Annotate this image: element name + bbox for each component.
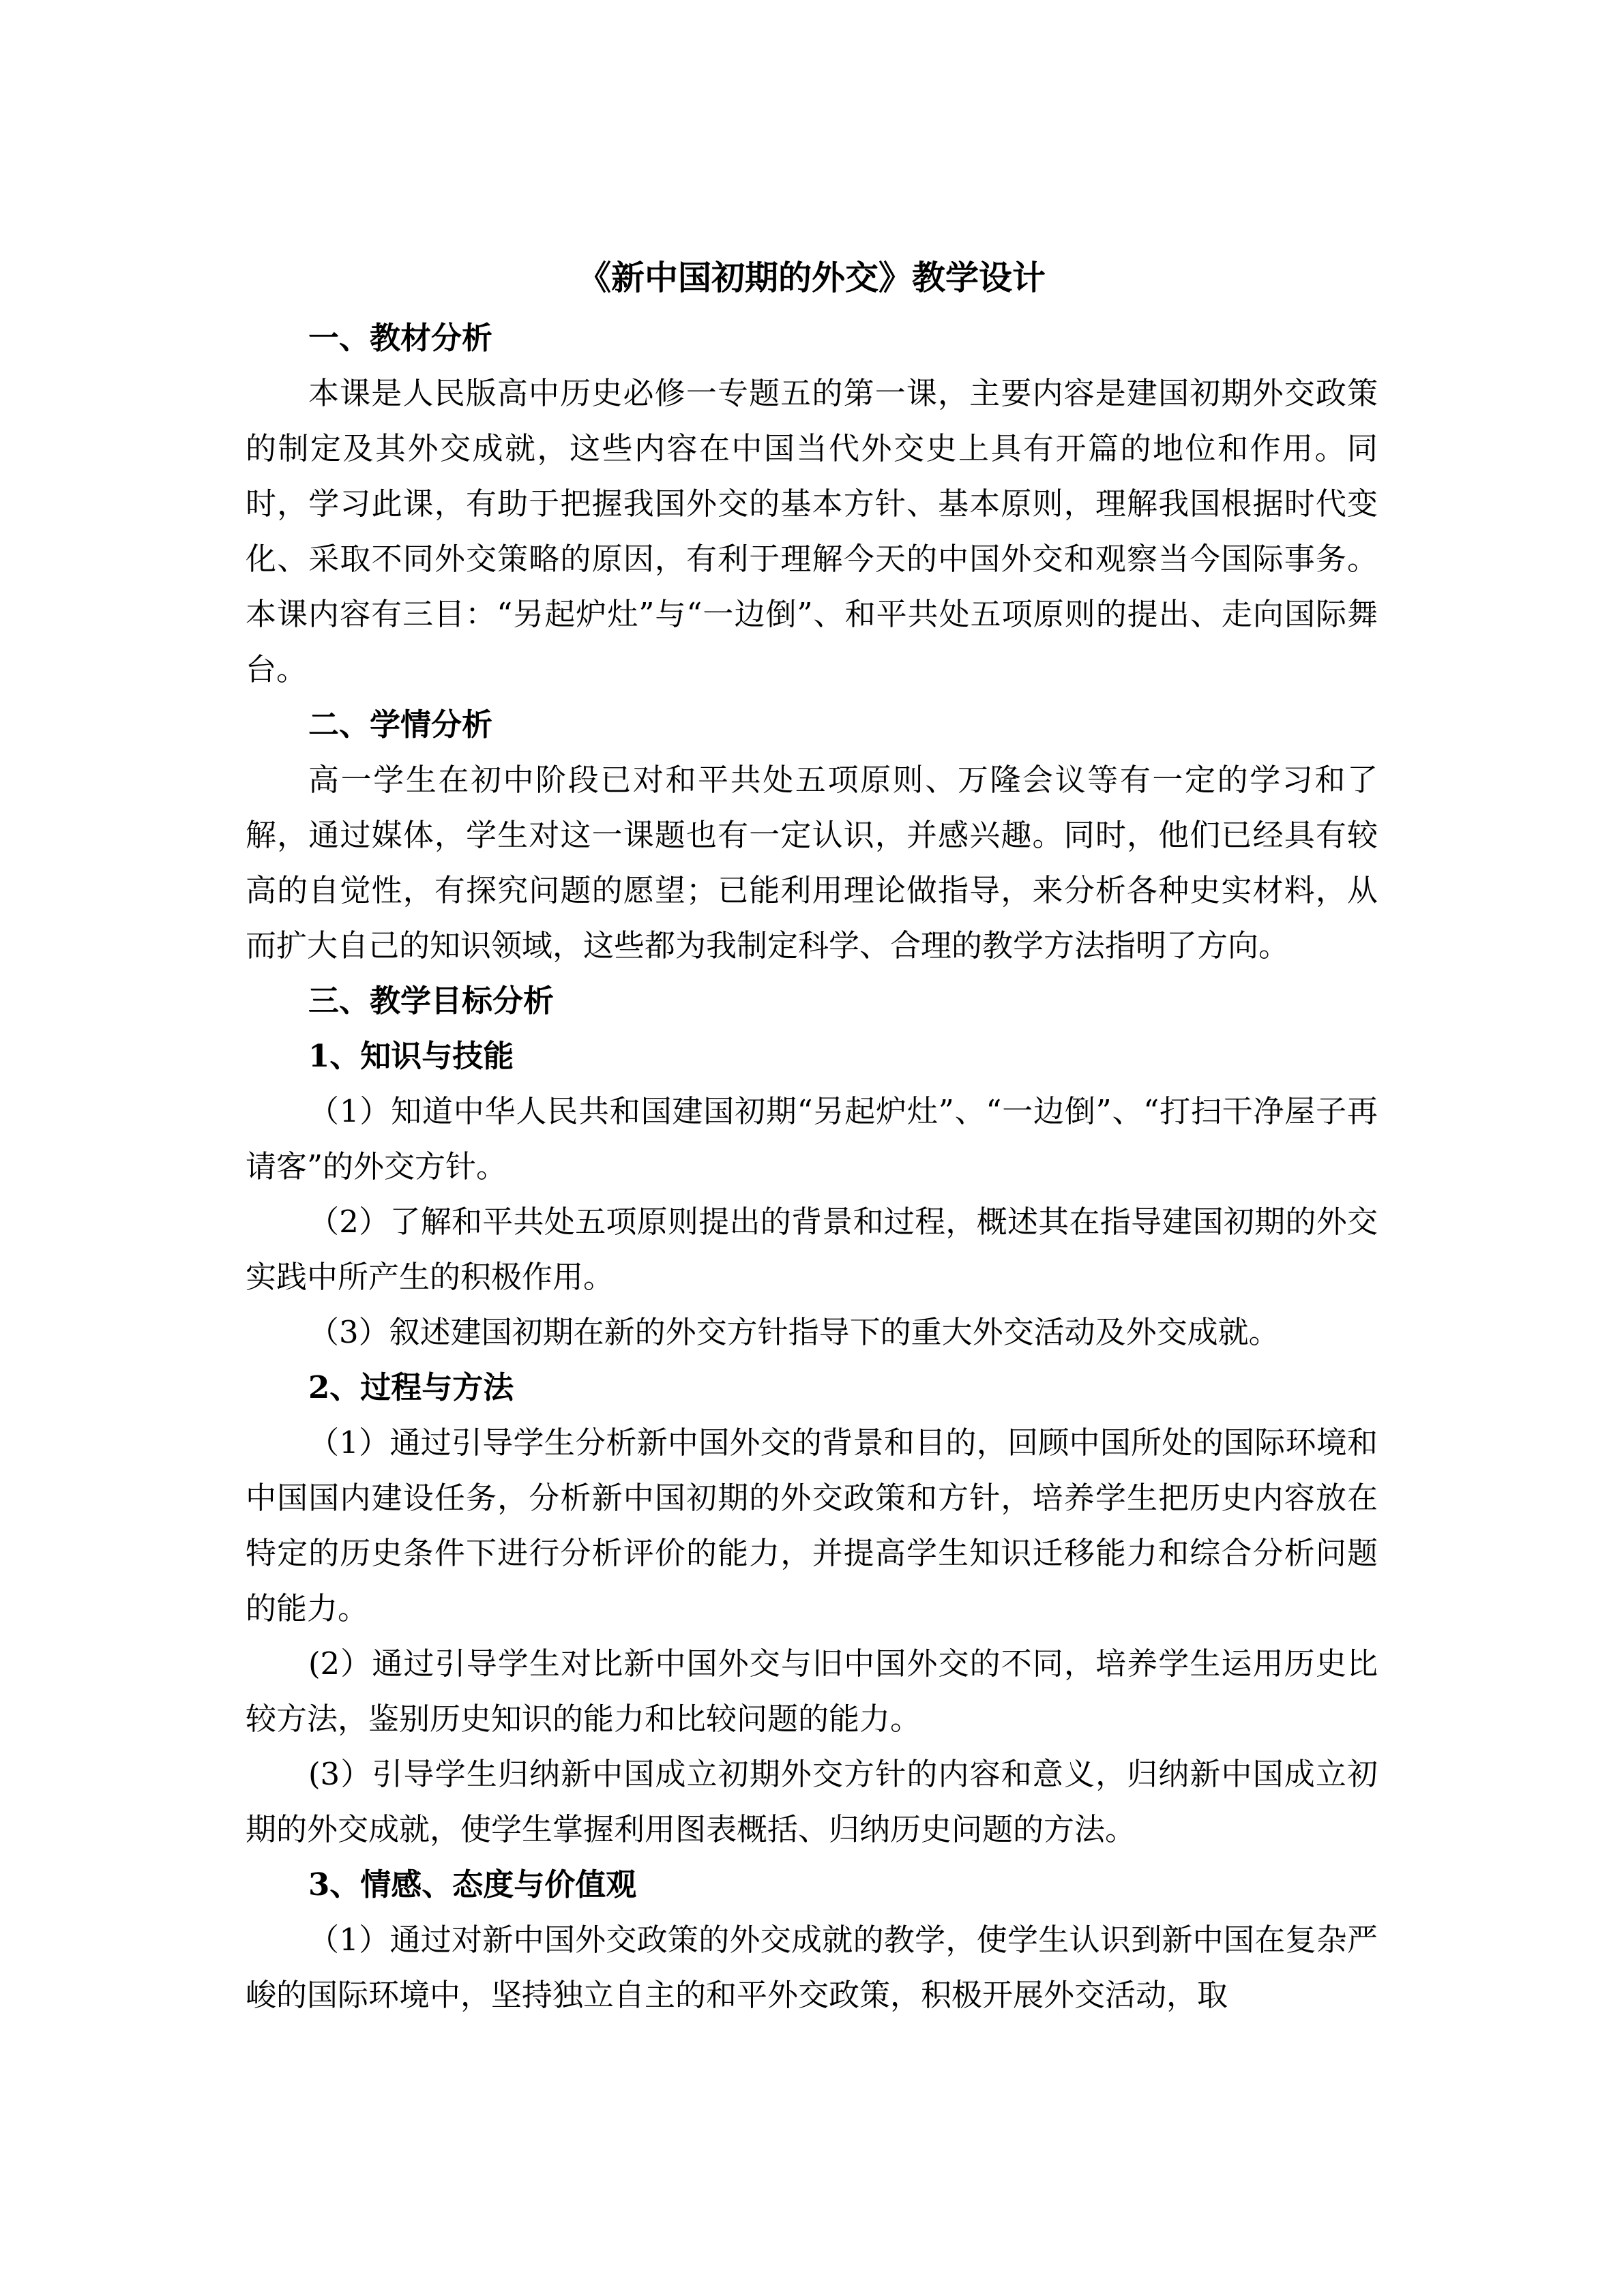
goal-item: （1）通过对新中国外交政策的外交成就的教学，使学生认识到新中国在复杂严峻的国际环境中，坚持独立自主的和平外交政策，积极开展外交活动，取: [246, 1922, 1378, 2013]
section-heading: 二、学情分析: [308, 706, 493, 743]
goal-item: （3）叙述建国初期在新的外交方针指导下的重大外交活动及外交成就。: [308, 1314, 1280, 1350]
section-paragraph: 高一学生在初中阶段已对和平共处五项原则、万隆会议等有一定的学习和了解，通过媒体，学生对这一课题也有一定认识，并感兴趣。同时，他们已经具有较高的自觉性，有探究问题的愿望；已能利用理论做指导，来分析各种史实材料，从而扩大自己的知识领域，这些都为我制定科学、合理的教学方法指明了方向。: [246, 762, 1378, 964]
goal-item: （2）了解和平共处五项原则提出的背景和过程，概述其在指导建国初期的外交实践中所产生的积极作用。: [246, 1204, 1378, 1295]
section-paragraph: 本课是人民版高中历史必修一专题五的第一课，主要内容是建国初期外交政策的制定及其外交成就，这些内容在中国当代外交史上具有开篇的地位和作用。同时，学习此课，有助于把握我国外交的基本方针、基本原则，理解我国根据时代变化、采取不同外交策略的原因，有利于理解今天的中国外交和观察当今国际事务。本课内容有三目：“另起炉灶”与“一边倒”、和平共处五项原则的提出、走向国际舞台。: [246, 375, 1378, 687]
section-teaching-goals: [246, 973, 1378, 2023]
subsection-heading: 2、过程与方法: [308, 1369, 514, 1405]
goal-item: （1）知道中华人民共和国建国初期“另起炉灶”、“一边倒”、“打扫干净屋子再请客”的外交方针。: [246, 1093, 1378, 1184]
subsection-process-methods: [246, 1360, 1378, 1857]
section-heading: 三、教学目标分析: [308, 983, 555, 1019]
section-student-analysis: [246, 697, 1378, 973]
goal-item: （1）通过引导学生分析新中国外交的背景和目的，回顾中国所处的国际环境和中国国内建设任务，分析新中国初期的外交政策和方针，培养学生把历史内容放在特定的历史条件下进行分析评价的能力，并提高学生知识迁移能力和综合分析问题的能力。: [246, 1425, 1378, 1626]
document-page: [246, 245, 1378, 2023]
subsection-heading: 3、情感、态度与价值观: [308, 1866, 637, 1903]
section-textbook-analysis: [246, 310, 1378, 697]
subsection-emotion-values: [246, 1857, 1378, 2023]
goal-item: (3）引导学生归纳新中国成立初期外交方针的内容和意义，归纳新中国成立初期的外交成就，使学生掌握利用图表概括、归纳历史问题的方法。: [246, 1756, 1378, 1847]
document-title: 《新中国初期的外交》教学设计: [577, 258, 1046, 297]
subsection-knowledge-skills: [246, 1028, 1378, 1360]
subsection-heading: 1、知识与技能: [308, 1038, 514, 1074]
goal-item: (2）通过引导学生对比新中国外交与旧中国外交的不同，培养学生运用历史比较方法，鉴别历史知识的能力和比较问题的能力。: [246, 1645, 1378, 1737]
section-heading: 一、教材分析: [308, 320, 493, 356]
